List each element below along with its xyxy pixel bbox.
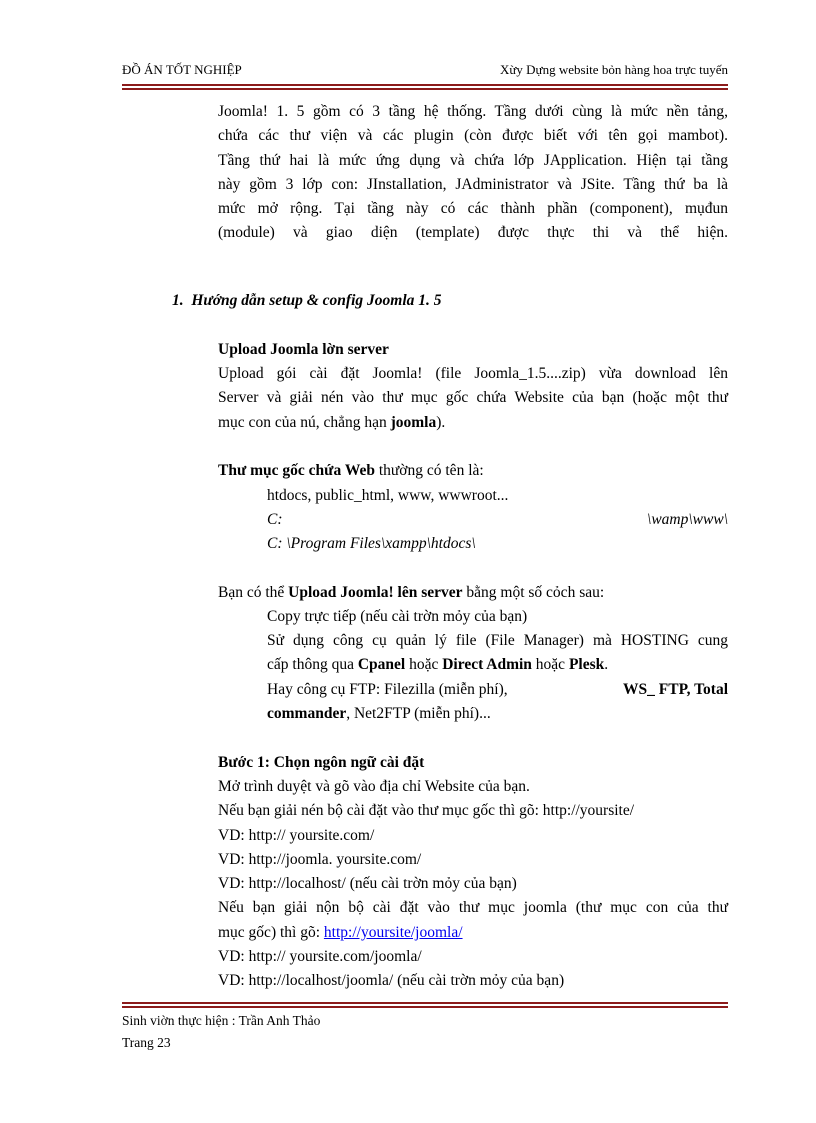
panels-or: hoặc — [531, 656, 569, 674]
step1-line: VD: http:// yoursite.com/joomla/ — [218, 948, 422, 966]
step1-line — [218, 921, 728, 945]
upload-heading: Upload Joomla lờn server — [218, 341, 389, 358]
methods-intro-bold: Upload Joomla! lên server — [288, 584, 463, 601]
panel-cpanel: Cpanel — [357, 656, 406, 674]
ftp-commander: commander — [267, 705, 347, 723]
method-ftp-line2 — [267, 702, 728, 726]
upload-line — [218, 411, 728, 435]
upload-folder-name: joomla — [390, 413, 437, 431]
ftp-net2ftp: , Net2FTP (miễn phí)... — [346, 705, 491, 723]
step1-line-text: mục gốc) thì gõ: — [218, 923, 324, 941]
methods-intro-pre: Bạn có thể — [218, 584, 289, 601]
webroot-label-rest: thường có tên là: — [374, 462, 484, 479]
webroot-path-wamp-drive: C: — [267, 511, 283, 528]
upload-line-text: mục con của nú, chẳng hạn — [218, 413, 391, 431]
footer-student: Sinh viờn thực hiện : Trần Anh Thảo — [122, 1013, 321, 1028]
intro-paragraph — [218, 100, 728, 246]
webroot-label-bold: Thư mục gốc chứa Web — [218, 462, 375, 479]
footer-page-number: Trang 23 — [122, 1035, 171, 1050]
joomla-subfolder-link[interactable]: http://yoursite/joomla/ — [323, 923, 463, 941]
method-file-manager-panels — [267, 653, 728, 677]
step1-line: Nếu bạn giải nén bộ cài đặt vào thư mục gốc thì gõ: http://yoursite/ — [218, 802, 635, 820]
intro-line: chứa các thư viện và các plugin (còn được biết với tên gọi mambot). — [218, 127, 728, 145]
footer-rule-top — [122, 1002, 728, 1004]
method-file-manager-line: Sử dụng công cụ quản lý file (File Manager) mà HOSTING cung — [267, 632, 728, 649]
section-number: 1. — [172, 292, 184, 309]
ftp-tools: Hay công cụ FTP: Filezilla (miễn phí), — [267, 681, 508, 698]
intro-line: Tầng thứ hai là mức ứng dụng và chứa lớp JApplication. Hiện tại tầng — [218, 151, 728, 169]
methods-intro-post: bằng một số cỏch sau: — [462, 584, 605, 601]
intro-line: mức mở rộng. Tại tầng này có các thành phần (component), mụđun — [218, 200, 728, 218]
step1-line: VD: http://localhost/ (nếu cài trờn mỏy của bạn) — [218, 875, 517, 893]
header-left-title: ĐỒ ÁN TỐT NGHIỆP — [122, 62, 242, 77]
step1-line: Mở trình duyệt và gõ vào địa chỉ Website của bạn. — [218, 778, 530, 795]
method-file-manager — [267, 629, 728, 678]
step1-line: VD: http:// yoursite.com/ — [218, 826, 375, 844]
methods-intro — [218, 581, 604, 605]
header-rule-bottom — [122, 88, 728, 90]
intro-line: (module) và giao diện (template) được thực thi và thể hiện. — [218, 224, 728, 242]
panels-text: cấp thông qua — [267, 656, 358, 674]
webroot-label — [218, 459, 484, 483]
step1-heading: Bước 1: Chọn ngôn ngữ cài đặt — [218, 754, 425, 771]
panels-or: hoặc — [405, 656, 443, 674]
method-ftp — [267, 678, 728, 727]
step1-line: VD: http://joomla. yoursite.com/ — [218, 850, 422, 868]
ftp-ws-total: WS_ FTP, Total — [623, 681, 728, 698]
upload-line-end: ). — [436, 413, 446, 431]
panel-plesk: Plesk — [568, 656, 605, 674]
webroot-examples: htdocs, public_html, www, wwwroot... — [267, 487, 509, 504]
upload-line: Upload gói cài đặt Joomla! (file Joomla_1.5....zip) vừa download lên — [218, 365, 728, 382]
panels-end: . — [604, 656, 609, 674]
intro-line: Joomla! 1. 5 gồm có 3 tầng hệ thống. Tầng dưới cùng là mức nền tảng, — [218, 103, 728, 120]
panel-directadmin: Direct Admin — [442, 656, 532, 674]
upload-paragraph — [218, 362, 728, 435]
section-title: Hướng dẫn setup & config Joomla 1. 5 — [191, 292, 442, 309]
intro-line: này gồm 3 lớp con: JInstallation, JAdministrator và JSite. Tầng thứ ba là — [218, 175, 728, 193]
upload-line: Server và giải nén vào thư mục gốc chứa Website của bạn (hoặc một thư — [218, 389, 728, 407]
step1-line: Nếu bạn giải nộn bộ cài đặt vào thư mục joomla (thư mục con của thư — [218, 899, 728, 917]
method-ftp-line — [267, 678, 728, 702]
webroot-path-wamp: \wamp\www\ — [647, 511, 728, 528]
webroot-path-xampp: C: \Program Files\xampp\htdocs\ — [267, 535, 476, 552]
section-heading — [172, 289, 442, 313]
method-copy: Copy trực tiếp (nếu cài trờn mỏy của bạn) — [267, 608, 528, 625]
step1-line: VD: http://localhost/joomla/ (nếu cài trờn mỏy của bạn) — [218, 972, 565, 990]
header-right-title: Xừy Dựng website bỏn hàng hoa trực tuyến — [499, 62, 728, 77]
step1-body — [218, 775, 728, 994]
header-rule-top — [122, 84, 728, 86]
footer-rule-bottom — [122, 1006, 728, 1008]
